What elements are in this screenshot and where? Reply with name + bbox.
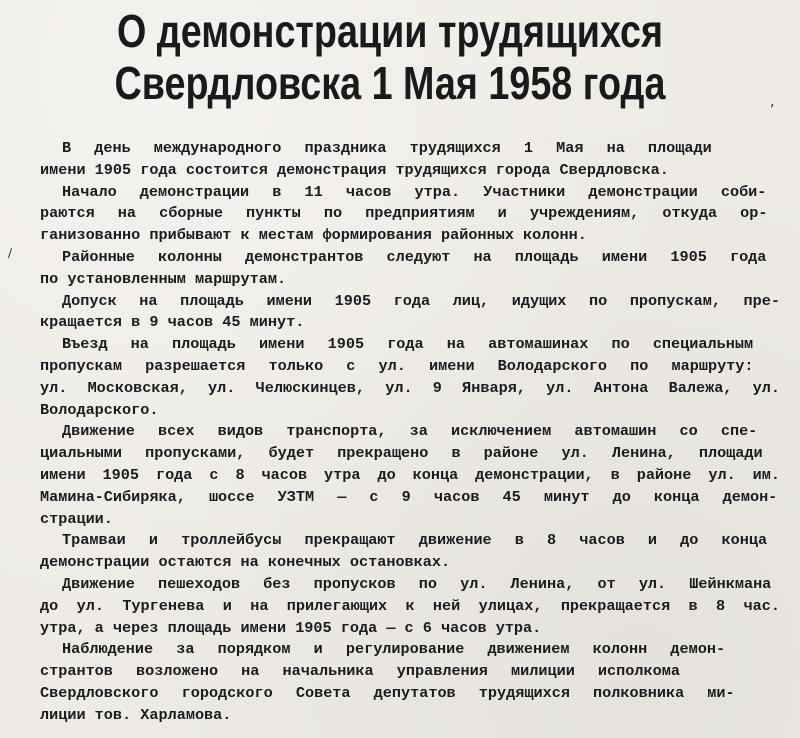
article-line: Наблюдение за порядком и регулирование движением колонн демон- xyxy=(62,640,726,659)
article-line: Районные колонны демонстрантов следуют на площадь имени 1905 года xyxy=(62,247,767,266)
print-speck-mark: \ xyxy=(4,246,16,260)
article-line: ул. Московская, ул. Челюскинцев, ул. 9 Января, ул. Антона Валежа, ул. xyxy=(40,378,780,397)
article-paragraph xyxy=(0,182,800,247)
headline-line-2: Свердловска 1 Мая 1958 года xyxy=(114,57,666,109)
article-paragraph xyxy=(0,530,800,574)
article-line: Допуск на площадь имени 1905 года лиц, идущих по пропускам, пре- xyxy=(62,291,780,310)
article-paragraph xyxy=(0,334,800,421)
article-line: имени 1905 года состоится демонстрация трудящихся города Свердловска. xyxy=(40,160,669,179)
article-line: Движение пешеходов без пропусков по ул. Ленина, от ул. Шейнкмана xyxy=(62,574,772,593)
article-line: Трамваи и троллейбусы прекращают движение в 8 часов и до конца xyxy=(62,531,768,550)
article-line: лиции тов. Харламова. xyxy=(40,705,232,724)
article-line: страции. xyxy=(40,509,113,528)
article-line: Въезд на площадь имени 1905 года на автомашинах по специальным xyxy=(62,335,754,354)
article-paragraph xyxy=(0,247,800,291)
article-line: по установленным маршрутам. xyxy=(40,269,287,288)
article-line: ганизованно прибывают к местам формирования районных колонн. xyxy=(40,226,587,245)
article-line: до ул. Тургенева и на прилегающих к ней улицах, прекращается в 8 час. xyxy=(40,596,780,615)
article-line: демонстрации остаются на конечных остановках. xyxy=(40,553,451,572)
article-line: имени 1905 года с 8 часов утра до конца демонстрации, в районе ул. им. xyxy=(40,465,780,484)
article-line: циальными пропусками, будет прекращено в районе ул. Ленина, площади xyxy=(40,444,763,463)
article-body xyxy=(0,138,800,727)
article-line: раются на сборные пункты по предприятиям и учреждениям, откуда ор- xyxy=(40,204,768,223)
headline-line-1: О демонстрации трудящихся xyxy=(116,5,664,57)
article-paragraph xyxy=(0,291,800,335)
article-line: пропускам разрешается только с ул. имени Володарского по маршруту: xyxy=(40,356,754,375)
article-line: странтов возложено на начальника управления милиции исполкома xyxy=(40,662,680,681)
article-line: Движение всех видов транспорта, за исключением автомашин со спе- xyxy=(62,422,758,441)
article-line: В день международного праздника трудящихся 1 Мая на площади xyxy=(62,139,712,157)
article-paragraph xyxy=(0,138,800,182)
article-line: утра, а через площадь имени 1905 года — с 6 часов утра. xyxy=(40,618,542,637)
article-line: Володарского. xyxy=(40,400,159,419)
article-line: Свердловского городского Совета депутатов трудящихся полковника ми- xyxy=(40,683,735,702)
article-line: Начало демонстрации в 11 часов утра. Участники демонстрации соби- xyxy=(62,182,767,201)
article-line: Мамина-Сибиряка, шоссе УЗТМ — с 9 часов 45 минут до конца демон- xyxy=(40,487,778,506)
article-paragraph xyxy=(0,421,800,530)
print-speck-mark: , xyxy=(770,94,775,110)
article-line: кращается в 9 часов 45 минут. xyxy=(40,313,305,332)
article-paragraph xyxy=(0,574,800,639)
article-paragraph xyxy=(0,639,800,726)
